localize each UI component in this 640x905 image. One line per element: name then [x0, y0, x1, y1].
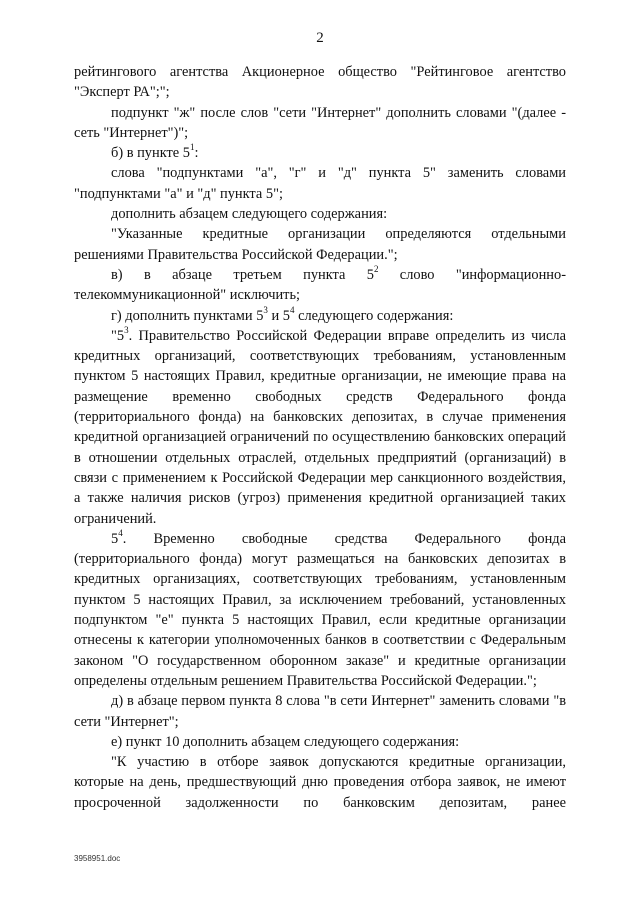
paragraph-10-text: 5: [111, 530, 119, 547]
paragraph-10-tail: . Временно свободные средства Федерального фонда (территориального фонда) могут размещаться на банковских депозитах в кредитных организациях, соответствующих требованиям, установленным пунктом 5 настоящих Правил, за исключением требований, установленных подпунктом "е" пункта 5 настоящих Правил, если кредитные организации отнесены к категории уполномоченных банков в соответствии с Федеральным законом "О государственном оборонном заказе" и кредитные организации определены отдельным решением Правительства Российской Федерации.";: [74, 530, 566, 689]
paragraph-3-sup: 1: [189, 142, 195, 153]
paragraph-7-tail: слово "информационно-телекоммуникационной" исключить;: [74, 266, 566, 304]
paragraph-8-sup2: 4: [290, 304, 295, 315]
paragraph-4: слова "подпунктами "а", "г" и "д" пункта 5" заменить словами "подпунктами "а" и "д" пункта 5";: [74, 165, 566, 202]
paragraph-8-text: г) дополнить пунктами 5: [111, 307, 264, 324]
paragraph-7-sup: 2: [373, 264, 379, 275]
paragraph-12: е) пункт 10 дополнить абзацем следующего содержания:: [111, 733, 460, 750]
paragraph-5: дополнить абзацем следующего содержания:: [111, 206, 388, 223]
paragraph-3: [74, 143, 566, 163]
paragraph-3-text: б) в пункте 5: [111, 145, 190, 162]
paragraph-9-tail: . Правительство Российской Федерации вправе определить из числа кредитных организаций, соответствующих требованиям, установленным пунктом 5 настоящих Правил, кредитные организации, не имеющие права на размещение временно свободных средств Федерального фонда (территориального фонда) на банковских депозитах, в случае применения кредитной организацией ограничений по осуществлению банковских операций в отношении отдельных отраслей, отдельных предприятий (организаций) в связи с применением к Российской Федерации мер санкционного воздействия, а также наличия рисков (угроз) применения кредитной организацией таких ограничений.: [74, 327, 566, 527]
paragraph-11: д) в абзаце первом пункта 8 слова "в сети Интернет" заменить словами "в сети "Интернет";: [74, 693, 566, 730]
paragraph-13: "К участию в отборе заявок допускаются кредитные организации, которые на день, предшествующий дню проведения отбора заявок, не имеют просроченной задолженности по банковским депозитам, ранее: [74, 754, 566, 811]
paragraph-2: подпункт "ж" после слов "сети "Интернет" дополнить словами "(далее - сеть "Интернет")";: [74, 104, 566, 141]
paragraph-3-tail: :: [194, 145, 199, 162]
paragraph-9-text: "5: [111, 327, 125, 344]
paragraph-9-sup: 3: [124, 325, 129, 336]
paragraph-8: [74, 306, 566, 326]
document-filename: 3958951.doc: [74, 854, 121, 863]
paragraph-8-tail: следующего содержания:: [294, 307, 454, 324]
document-body: [74, 62, 566, 813]
paragraph-7-text: в) в абзаце третьем пункта 5: [111, 266, 374, 283]
paragraph-7: [74, 265, 566, 306]
paragraph-1: рейтингового агентства Акционерное общество "Рейтинговое агентство "Эксперт РА";";: [74, 64, 566, 101]
paragraph-8-sup: 3: [263, 304, 268, 315]
paragraph-10-sup: 4: [118, 528, 123, 539]
page-number: 2: [316, 30, 324, 46]
paragraph-9: [74, 326, 566, 529]
paragraph-8-mid: и 5: [267, 307, 290, 324]
paragraph-10: [74, 529, 566, 691]
paragraph-6: "Указанные кредитные организации определяются отдельными решениями Правительства Российской Федерации.";: [74, 226, 566, 263]
